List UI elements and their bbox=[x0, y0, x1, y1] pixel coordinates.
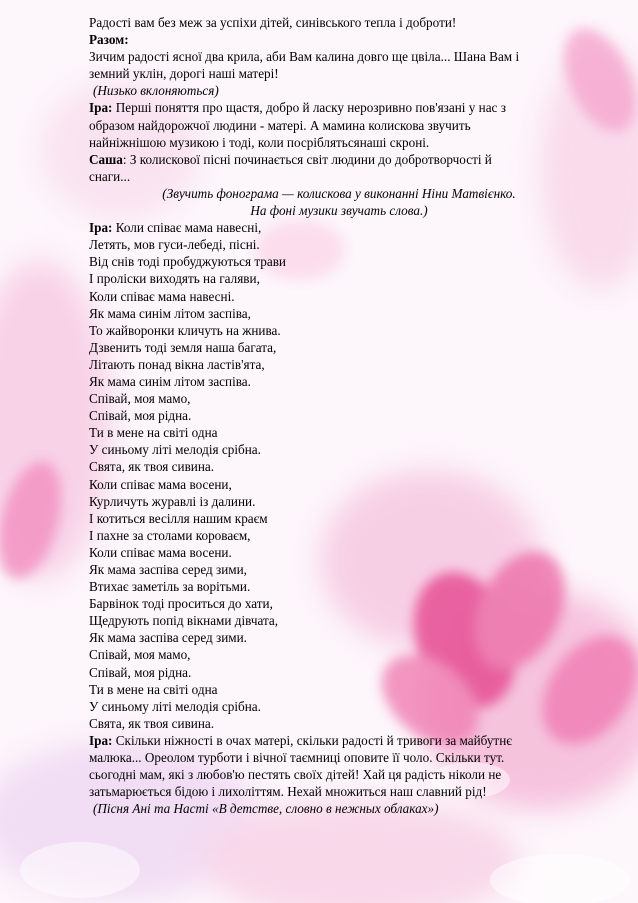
text-line bbox=[89, 339, 589, 356]
line-text: Ти в мене на світі одна bbox=[89, 425, 218, 441]
text-line bbox=[89, 766, 589, 783]
text-line bbox=[89, 185, 589, 202]
line-text: Літають понад вікна ластів'ята, bbox=[89, 356, 265, 372]
line-text: Співай, моя мамо, bbox=[89, 647, 191, 663]
line-text: Щедрують попід вікнами дівчата, bbox=[89, 613, 279, 629]
text-line bbox=[89, 424, 589, 441]
line-text: (Низько вклоняються) bbox=[93, 83, 219, 99]
line-text: образом найдорожчої людини - матері. А мамина колискова звучить bbox=[89, 117, 471, 133]
line-text: затьмарюється бідою і лихоліттям. Нехай множиться наш славний рід! bbox=[89, 784, 487, 800]
text-line bbox=[89, 82, 589, 99]
line-text: Коли співає мама восени. bbox=[89, 544, 232, 560]
text-line bbox=[89, 219, 589, 236]
text-line bbox=[89, 305, 589, 322]
text-line bbox=[89, 800, 589, 817]
line-text: На фоні музики звучать слова.) bbox=[250, 203, 428, 219]
text-line bbox=[89, 578, 589, 595]
line-text: Співай, моя мамо, bbox=[89, 391, 191, 407]
text-line bbox=[89, 253, 589, 270]
line-text: Співай, моя рідна. bbox=[89, 408, 192, 424]
line-text: малюка... Ореолом турботи і вічної таємниці оповите її чоло. Скільки тут. bbox=[89, 750, 505, 766]
text-line bbox=[89, 476, 589, 493]
line-text: Від снів тоді пробуджуються трави bbox=[89, 254, 286, 270]
text-line bbox=[89, 646, 589, 663]
line-text: У синьому літі мелодія срібна. bbox=[89, 698, 261, 714]
line-text: І котиться весілля нашим краєм bbox=[89, 510, 268, 526]
line-text: Зичим радості ясної два крила, аби Вам калина довго ще цвіла... Шана Вам і bbox=[89, 49, 520, 65]
line-text: І пахне за столами короваєм, bbox=[89, 527, 251, 543]
line-text: Як мама заспіва серед зими, bbox=[89, 562, 247, 577]
text-line bbox=[89, 270, 589, 287]
line-text: Барвінок тоді проситься до хати, bbox=[89, 596, 273, 612]
text-line bbox=[89, 390, 589, 407]
document-page bbox=[89, 14, 589, 817]
line-text: У синьому літі мелодія срібна. bbox=[89, 442, 261, 458]
text-line bbox=[89, 612, 589, 629]
line-text: Коли співає мама навесні, bbox=[112, 220, 262, 236]
text-line bbox=[89, 288, 589, 305]
text-line bbox=[89, 134, 589, 151]
text-line bbox=[89, 458, 589, 475]
text-line bbox=[89, 202, 589, 219]
text-line bbox=[89, 356, 589, 373]
line-text: Скільки ніжності в очах матері, скільки радості й тривоги за майбутнє bbox=[112, 732, 512, 748]
text-line bbox=[89, 151, 589, 168]
line-text: Як мама заспіва серед зими. bbox=[89, 630, 247, 646]
text-line bbox=[89, 544, 589, 561]
line-text: : З колискової пісні починається світ людини до добротворчості й bbox=[122, 151, 492, 167]
text-line bbox=[89, 664, 589, 681]
line-text: Співай, моя рідна. bbox=[89, 664, 192, 680]
line-text: Свята, як твоя сивина. bbox=[89, 715, 215, 731]
text-line bbox=[89, 698, 589, 715]
line-text: Коли співає мама восени, bbox=[89, 476, 232, 492]
line-text: снаги... bbox=[89, 168, 131, 184]
line-text: Втихає заметіль за ворітьми. bbox=[89, 579, 251, 595]
text-line bbox=[89, 65, 589, 82]
text-line bbox=[89, 732, 589, 749]
speaker-label: Іра: bbox=[89, 732, 113, 748]
line-text: Свята, як твоя сивина. bbox=[89, 459, 215, 475]
line-text: Ти в мене на світі одна bbox=[89, 681, 218, 697]
text-line bbox=[89, 407, 589, 424]
text-line bbox=[89, 595, 589, 612]
text-line bbox=[89, 681, 589, 698]
line-text: Дзвенить тоді земля наша багата, bbox=[89, 339, 277, 355]
text-line bbox=[89, 236, 589, 253]
speaker-label: Саша bbox=[89, 151, 123, 167]
text-line bbox=[89, 31, 589, 48]
line-text: Коли співає мама навесні. bbox=[89, 288, 235, 304]
text-line bbox=[89, 561, 589, 578]
line-text: сьогодні мам, які з любов'ю пестять своїх дітей! Хай ця радість ніколи не bbox=[89, 767, 502, 783]
line-text: Як мама синім літом заспіва, bbox=[89, 305, 251, 321]
line-text: Разом: bbox=[89, 32, 129, 48]
line-text: (Звучить фонограма — колискова у виконанні Ніни Матвієнко. bbox=[162, 185, 516, 201]
line-text: Летять, мов гуси-лебеді, пісні. bbox=[89, 237, 260, 253]
line-text: Перші поняття про щастя, добро й ласку нерозривно пов'язані у нас з bbox=[112, 100, 506, 116]
text-line bbox=[89, 493, 589, 510]
text-line bbox=[89, 510, 589, 527]
text-line bbox=[89, 629, 589, 646]
line-text: Як мама синім літом заспіва. bbox=[89, 373, 251, 389]
text-line bbox=[89, 715, 589, 732]
text-line bbox=[89, 99, 589, 116]
text-line bbox=[89, 168, 589, 185]
line-text: І проліски виходять на галяви, bbox=[89, 271, 260, 287]
line-text: (Пісня Ані та Насті «В детстве, словно в нежных облаках») bbox=[93, 801, 439, 817]
text-line bbox=[89, 783, 589, 800]
text-line bbox=[89, 117, 589, 134]
text-line bbox=[89, 322, 589, 339]
text-line bbox=[89, 48, 589, 65]
line-text: земний уклін, дорогі наші матері! bbox=[89, 66, 279, 82]
text-line bbox=[89, 14, 589, 31]
text-line bbox=[89, 749, 589, 766]
line-text: найніжнішою музикою і тоді, коли посріблятьсянаші скроні. bbox=[89, 134, 430, 150]
speaker-label: Іра: bbox=[89, 220, 113, 236]
line-text: Радості вам без меж за успіхи дітей, синівського тепла і доброти! bbox=[89, 15, 457, 30]
text-line bbox=[89, 373, 589, 390]
text-line bbox=[89, 441, 589, 458]
text-line bbox=[89, 527, 589, 544]
line-text: Курличуть журавлі із далини. bbox=[89, 493, 256, 509]
line-text: То жайворонки кличуть на жнива. bbox=[89, 322, 281, 338]
speaker-label: Іра: bbox=[89, 100, 113, 116]
